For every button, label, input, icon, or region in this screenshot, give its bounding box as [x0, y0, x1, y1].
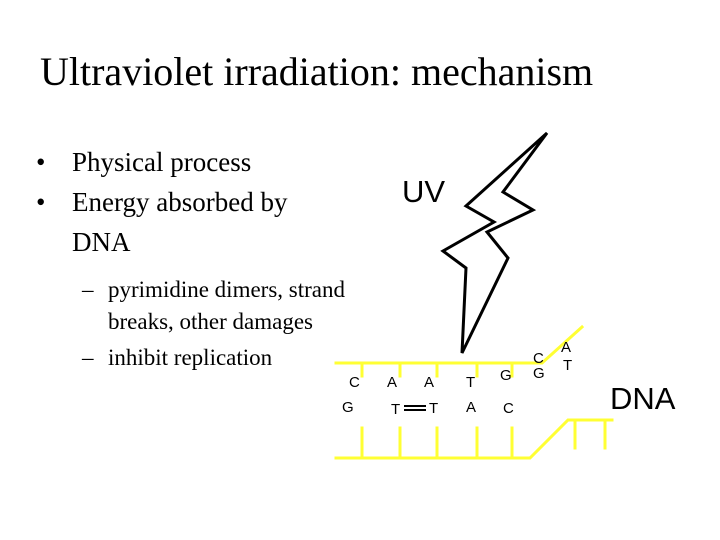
dna-label: DNA — [610, 381, 676, 416]
base-label: T — [563, 357, 573, 374]
base-label: A — [424, 374, 435, 391]
bottom-strand-bases — [342, 399, 514, 418]
bullet-text: Energy absorbed by DNA — [72, 187, 288, 257]
fork-bases — [533, 339, 572, 382]
bullet-text: Physical process — [72, 147, 252, 177]
sub-bullet-text: inhibit replication — [108, 345, 273, 370]
base-label: T — [466, 374, 476, 391]
base-label: G — [500, 367, 512, 384]
bullet-glyph: • — [36, 187, 46, 217]
bottom-strand — [336, 420, 612, 458]
base-label: A — [466, 399, 477, 416]
thymine-dimer-bond — [404, 406, 426, 410]
base-label: T — [391, 401, 401, 418]
base-label: A — [387, 374, 398, 391]
base-label: A — [561, 339, 572, 356]
base-label: G — [342, 399, 354, 416]
base-label: C — [349, 374, 360, 391]
dash-glyph: – — [82, 345, 94, 370]
base-label: G — [533, 365, 545, 382]
uv-label: UV — [402, 174, 446, 209]
top-strand — [336, 327, 582, 363]
dash-glyph: – — [82, 277, 94, 302]
base-label: C — [533, 350, 544, 367]
lightning-bolt-icon — [443, 133, 547, 353]
top-strand-bases — [349, 367, 512, 391]
slide-title: Ultraviolet irradiation: mechanism — [40, 49, 594, 94]
base-label: C — [503, 400, 514, 417]
sub-bullet-text: pyrimidine dimers, strand breaks, other damages — [108, 277, 345, 334]
bullet-glyph: • — [36, 147, 46, 177]
base-label: T — [429, 400, 439, 417]
